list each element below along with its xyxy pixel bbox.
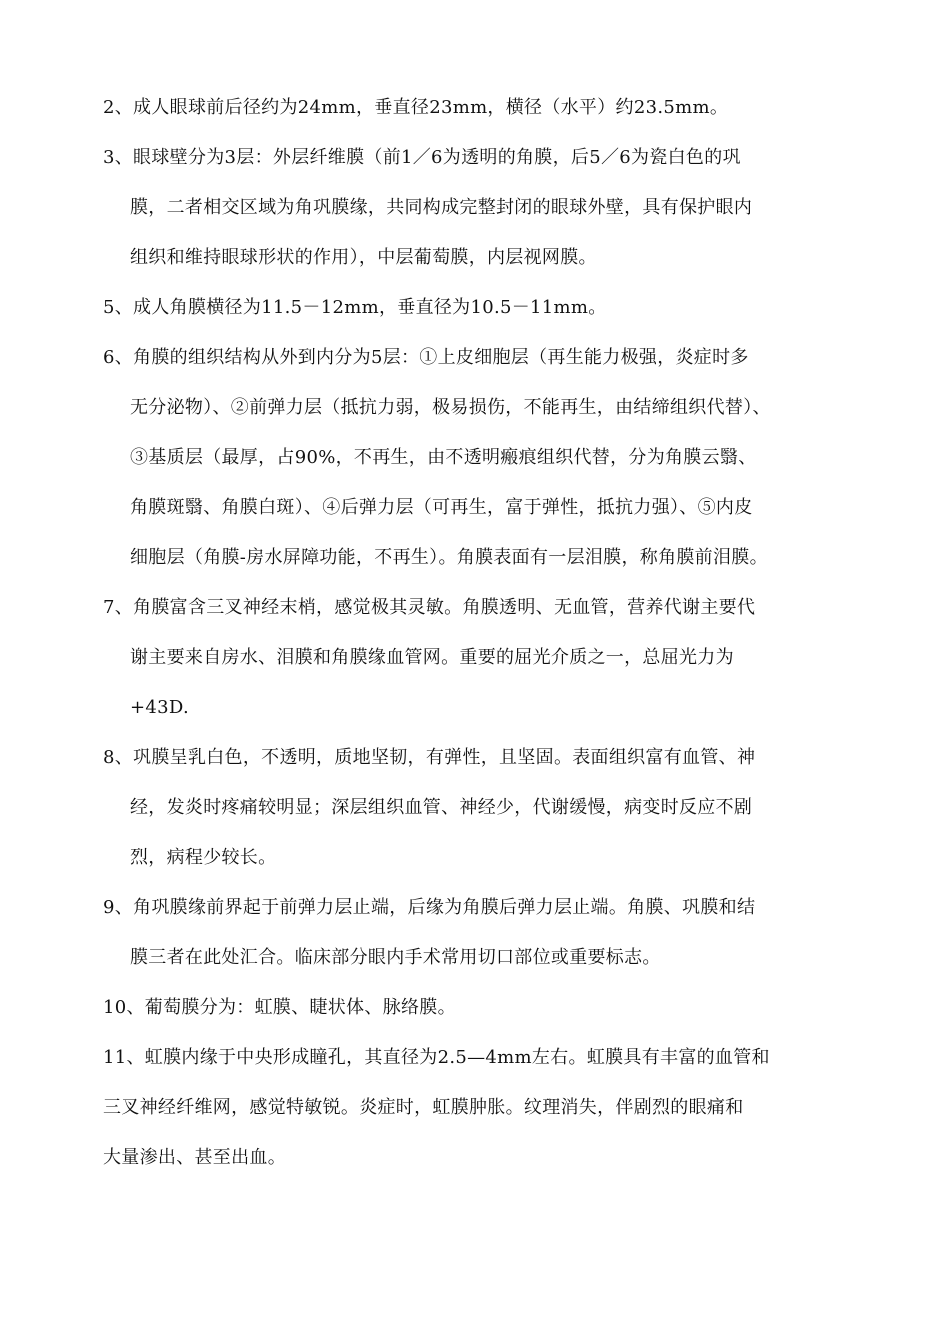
item-8-line-1: 8、巩膜呈乳白色，不透明，质地坚韧，有弹性，且坚固。表面组织富有血管、神 xyxy=(103,747,756,768)
item-7-line-3: +43D. xyxy=(130,697,189,718)
item-3-line-1: 3、眼球壁分为3层：外层纤维膜（前1／6为透明的角膜，后5／6为瓷白色的巩 xyxy=(103,147,741,168)
item-6-line-1: 6、角膜的组织结构从外到内分为5层：①上皮细胞层（再生能力极强，炎症时多 xyxy=(103,347,749,368)
item-8-line-3: 烈，病程少较长。 xyxy=(130,847,277,868)
item-9-line-1: 9、角巩膜缘前界起于前弹力层止端，后缘为角膜后弹力层止端。角膜、巩膜和结 xyxy=(103,897,756,918)
item-7-line-2: 谢主要来自房水、泪膜和角膜缘血管网。重要的屈光介质之一，总屈光力为 xyxy=(130,647,734,668)
item-11-line-2: 三叉神经纤维网，感觉特敏锐。炎症时，虹膜肿胀。纹理消失，伴剧烈的眼痛和 xyxy=(103,1097,744,1118)
item-6-line-4: 角膜斑翳、角膜白斑）、④后弹力层（可再生，富于弹性，抵抗力强）、⑤内皮 xyxy=(130,497,753,518)
item-2-line-1: 2、成人眼球前后径约为24mm，垂直径23mm，横径（水平）约23.5mm。 xyxy=(103,97,729,118)
item-7-line-1: 7、角膜富含三叉神经末梢，感觉极其灵敏。角膜透明、无血管，营养代谢主要代 xyxy=(103,597,756,618)
item-6-line-3: ③基质层（最厚，占90%，不再生，由不透明瘢痕组织代替，分为角膜云翳、 xyxy=(130,447,757,468)
item-8-line-2: 经，发炎时疼痛较明显；深层组织血管、神经少，代谢缓慢，病变时反应不剧 xyxy=(130,797,753,818)
item-11-line-3: 大量渗出、甚至出血。 xyxy=(103,1147,286,1168)
item-10-line-1: 10、葡萄膜分为：虹膜、睫状体、脉络膜。 xyxy=(103,997,456,1018)
item-9-line-2: 膜三者在此处汇合。临床部分眼内手术常用切口部位或重要标志。 xyxy=(130,947,661,968)
item-6-line-2: 无分泌物）、②前弹力层（抵抗力弱，极易损伤，不能再生，由结缔组织代替）、 xyxy=(130,397,771,418)
item-5-line-1: 5、成人角膜横径为11.5－12mm，垂直径为10.5－11mm。 xyxy=(103,297,607,318)
item-11-line-1: 11、虹膜内缘于中央形成瞳孔，其直径为2.5—4mm左右。虹膜具有丰富的血管和 xyxy=(103,1047,770,1068)
item-6-line-5: 细胞层（角膜-房水屏障功能，不再生）。角膜表面有一层泪膜，称角膜前泪膜。 xyxy=(130,547,768,568)
item-3-line-2: 膜，二者相交区域为角巩膜缘，共同构成完整封闭的眼球外壁，具有保护眼内 xyxy=(130,197,753,218)
item-3-line-3: 组织和维持眼球形状的作用），中层葡萄膜，内层视网膜。 xyxy=(130,247,597,268)
